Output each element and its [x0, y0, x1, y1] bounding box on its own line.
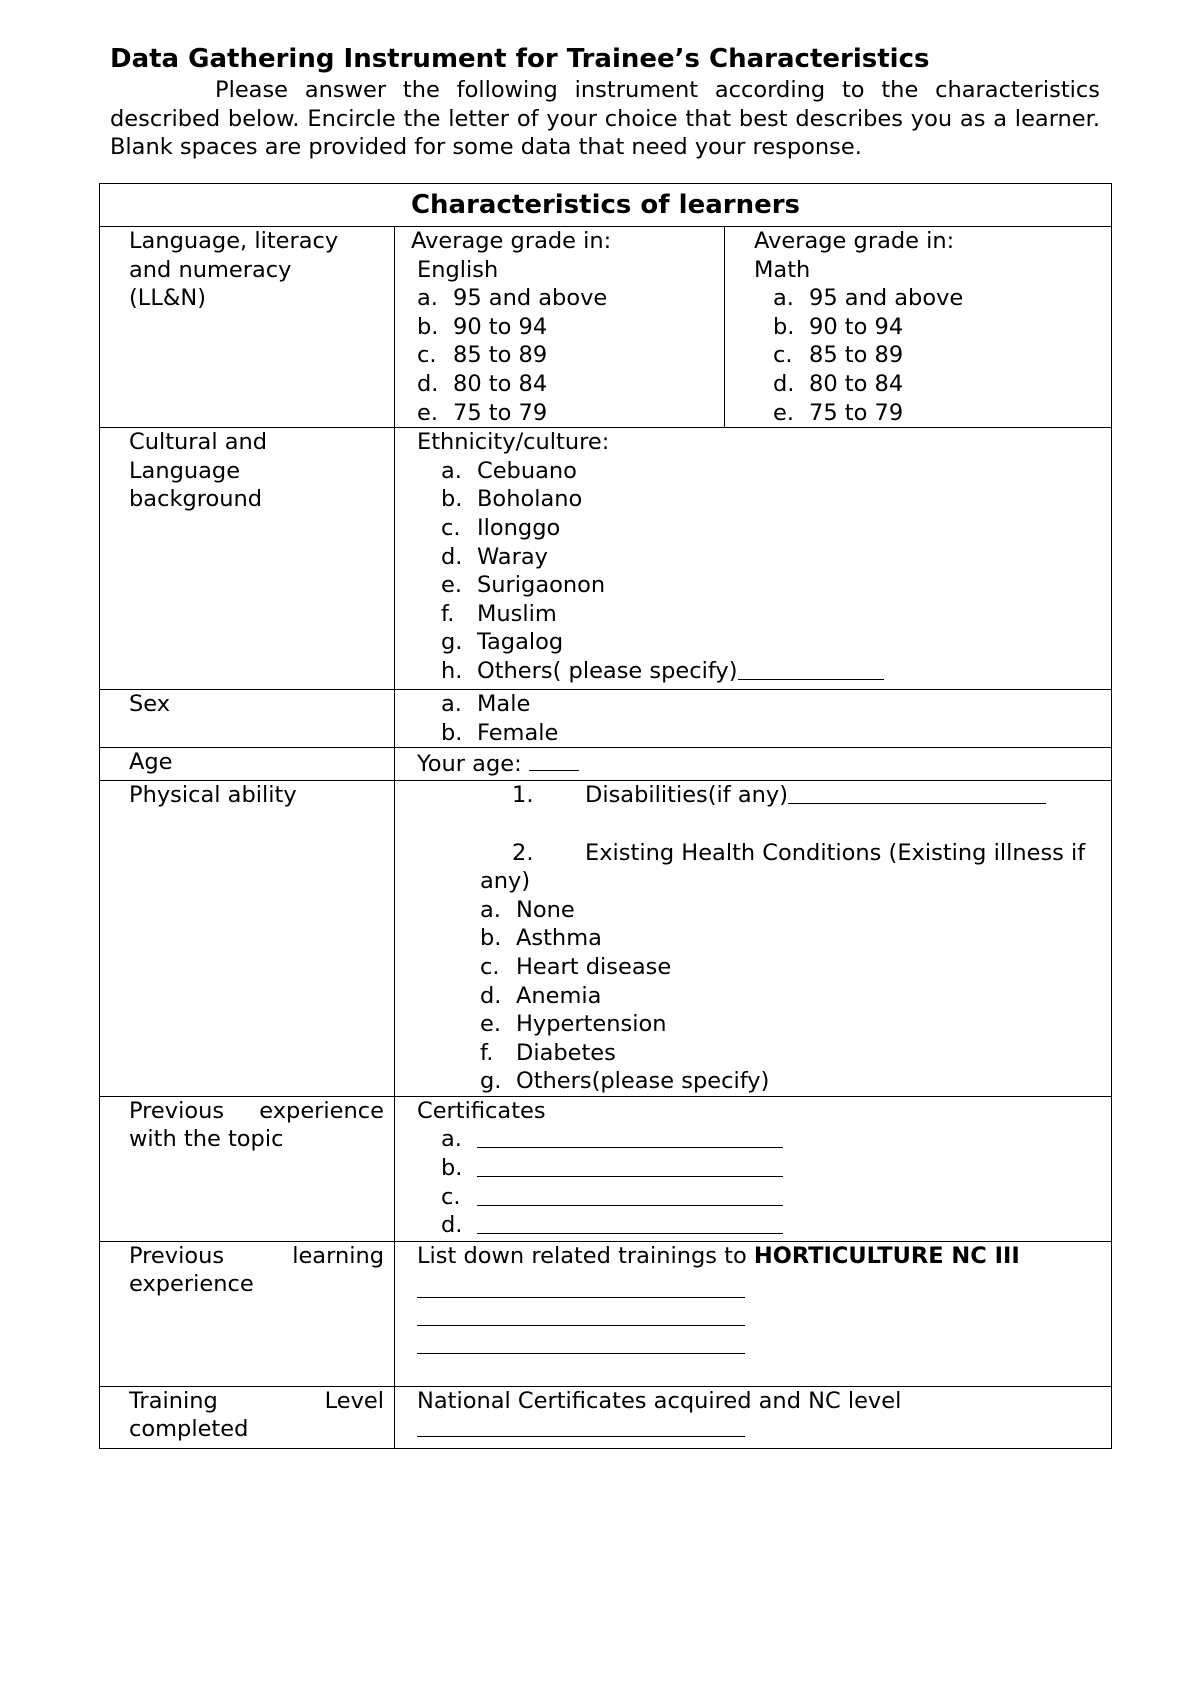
health-option-a[interactable]: a. None	[480, 896, 575, 923]
learning-label: Previous learning experience	[100, 1241, 395, 1386]
english-option-a[interactable]: a. 95 and above	[417, 285, 608, 312]
training-line-1[interactable]	[417, 1271, 745, 1298]
ethnicity-option-c[interactable]: c. Ilonggo	[441, 514, 561, 541]
math-option-b[interactable]: b. 90 to 94	[773, 313, 904, 340]
ethnicity-option-h[interactable]: h. Others( please specify)	[417, 657, 1103, 686]
physical-label: Physical ability	[100, 781, 395, 1097]
cultural-label: Cultural and Language background	[100, 428, 395, 690]
ethnicity-option-g[interactable]: g. Tagalog	[441, 629, 564, 656]
table-row-learning	[100, 1241, 1112, 1386]
ethnicity-cell: Ethnicity/culture: a. Cebuano b. Boholano c. Ilonggo d. Waray e. Surigaonon f. Muslim g. Tagalog h. Others( please specify)	[395, 428, 1112, 690]
training-label: Training Level completed	[100, 1386, 395, 1448]
certificates-cell: Certificates a. b. c. d.	[395, 1096, 1112, 1241]
ethnicity-option-e[interactable]: e. Surigaonon	[441, 572, 606, 599]
certificate-line-a[interactable]: a.	[417, 1125, 1103, 1154]
sex-option-male[interactable]: a. Male	[441, 691, 531, 718]
certificate-line-b[interactable]: b.	[417, 1154, 1103, 1183]
training-line-2[interactable]	[417, 1299, 745, 1326]
instructions-text: Please answer the following instrument according to the characteristics described below. Encircle the letter of your choice that best describes you as a learner. Blank spaces are provided for some data that need your response.	[110, 77, 1100, 160]
table-header: Characteristics of learners	[100, 184, 1112, 227]
certificate-line-c[interactable]: c.	[417, 1183, 1103, 1212]
health-option-b[interactable]: b. Asthma	[480, 925, 602, 952]
table-row-llan	[100, 227, 1112, 428]
table-header-row	[100, 184, 1112, 227]
ethnicity-option-f[interactable]: f. Muslim	[441, 600, 557, 627]
math-option-a[interactable]: a. 95 and above	[773, 285, 964, 312]
disabilities-blank[interactable]	[788, 781, 1046, 804]
table-row-experience	[100, 1096, 1112, 1241]
training-line-3[interactable]	[417, 1327, 745, 1354]
disabilities-item: 1. Disabilities(if any)	[417, 781, 1103, 810]
math-option-c[interactable]: c. 85 to 89	[773, 342, 904, 369]
english-grade-cell: Average grade in: English a. 95 and above b. 90 to 94 c. 85 to 89 d. 80 to 84 e. 75 to 79	[395, 227, 725, 428]
certificate-line-d[interactable]: d.	[417, 1211, 1103, 1240]
ethnicity-specify-blank[interactable]	[738, 657, 884, 680]
english-option-d[interactable]: d. 80 to 84	[417, 370, 548, 397]
health-conditions-item: 2. Existing Health Conditions (Existing illness if	[512, 839, 1086, 866]
experience-label: Previous experience with the topic	[100, 1096, 395, 1241]
math-option-e[interactable]: e. 75 to 79	[773, 399, 904, 426]
ethnicity-option-b[interactable]: b. Boholano	[441, 486, 583, 513]
table-row-physical	[100, 781, 1112, 1097]
learner-characteristics-table	[99, 183, 1112, 1449]
instructions-paragraph	[110, 76, 1100, 162]
sex-cell	[395, 690, 1112, 748]
health-option-c[interactable]: c. Heart disease	[480, 953, 672, 980]
table-row-training	[100, 1386, 1112, 1448]
health-option-e[interactable]: e. Hypertension	[480, 1011, 667, 1038]
sex-label: Sex	[100, 690, 395, 748]
age-label: Age	[100, 748, 395, 781]
nc-level-line[interactable]	[417, 1416, 745, 1437]
english-option-c[interactable]: c. 85 to 89	[417, 342, 548, 369]
math-grade-cell: Average grade in: Math a. 95 and above b. 90 to 94 c. 85 to 89 d. 80 to 84 e. 75 to 79	[725, 227, 1112, 428]
physical-cell: 1. Disabilities(if any) 2. Existing Health Conditions (Existing illness if any) a. None b. Asthma c. Heart disease d. Anemia e. Hypertension f. Diabetes g. Others(please specify)	[395, 781, 1112, 1097]
ethnicity-option-a[interactable]: a. Cebuano	[441, 457, 577, 484]
national-certificates-cell: National Certificates acquired and NC level	[395, 1386, 1112, 1448]
table-row-sex	[100, 690, 1112, 748]
age-cell: Your age:	[395, 748, 1112, 781]
llan-label: Language, literacy and numeracy (LL&N)	[100, 227, 395, 428]
qualification-name: HORTICULTURE NC III	[753, 1242, 1020, 1269]
math-option-d[interactable]: d. 80 to 84	[773, 370, 904, 397]
health-option-d[interactable]: d. Anemia	[480, 982, 602, 1009]
related-trainings-cell: List down related trainings to HORTICULTURE NC III	[395, 1241, 1112, 1386]
sex-option-female[interactable]: b. Female	[441, 719, 559, 746]
english-option-e[interactable]: e. 75 to 79	[417, 399, 548, 426]
document-title: Data Gathering Instrument for Trainee’s Characteristics	[110, 44, 930, 74]
english-option-b[interactable]: b. 90 to 94	[417, 313, 548, 340]
health-option-f[interactable]: f. Diabetes	[480, 1039, 616, 1066]
table-row-cultural	[100, 428, 1112, 690]
health-option-g[interactable]: g. Others(please specify)	[480, 1068, 770, 1095]
age-blank[interactable]	[529, 748, 579, 771]
table-row-age	[100, 748, 1112, 781]
ethnicity-option-d[interactable]: d. Waray	[441, 543, 548, 570]
